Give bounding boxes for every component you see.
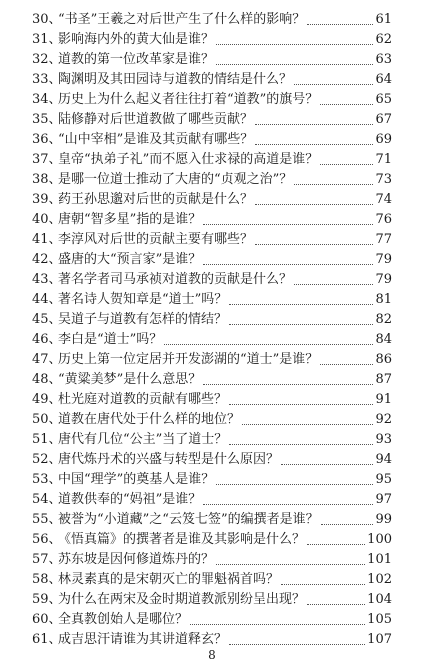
toc-leader-dots (307, 543, 365, 545)
toc-entry-page: 91 (375, 392, 392, 407)
toc-entry-title: 成吉思汗请谁为其讲道释玄？ (58, 632, 228, 647)
toc-entry-title: “黄粱美梦”是什么意思？ (58, 372, 202, 387)
toc-entry[interactable] (0, 410, 424, 430)
toc-entry[interactable] (0, 230, 424, 250)
toc-leader-dots (255, 123, 373, 125)
toc-entry-number: 56、 (32, 532, 62, 547)
toc-entry-title: 为什么在两宋及金时期道教派别纷呈出现？ (58, 592, 306, 607)
toc-entry[interactable] (0, 250, 424, 270)
toc-entry-page: 84 (375, 332, 392, 347)
toc-leader-dots (294, 83, 373, 85)
toc-leader-dots (255, 143, 373, 145)
toc-entry-title: 李淳风对后世的贡献主要有哪些？ (58, 232, 254, 247)
toc-entry-page: 97 (375, 492, 392, 507)
toc-entry-title: 林灵素真的是宋朝灭亡的罪魁祸首吗？ (58, 572, 280, 587)
toc-entry-number: 59、 (32, 592, 62, 607)
toc-leader-dots (216, 563, 365, 565)
table-of-contents (0, 10, 424, 650)
toc-leader-dots (281, 463, 373, 465)
toc-entry[interactable] (0, 530, 424, 550)
toc-leader-dots (216, 483, 373, 485)
toc-leader-dots (164, 343, 373, 345)
toc-entry-number: 41、 (32, 232, 62, 247)
toc-entry-title: 影响海内外的黄大仙是谁？ (58, 32, 215, 47)
toc-entry-number: 43、 (32, 272, 62, 287)
toc-entry-page: 105 (367, 612, 392, 627)
toc-entry[interactable] (0, 210, 424, 230)
toc-entry[interactable] (0, 450, 424, 470)
toc-entry-title: 皇帝“执弟子礼”而不愿入仕求禄的高道是谁？ (58, 152, 319, 167)
toc-entry-number: 44、 (32, 292, 62, 307)
toc-entry-page: 107 (367, 632, 392, 647)
toc-leader-dots (203, 223, 373, 225)
toc-entry-number: 38、 (32, 172, 62, 187)
toc-entry-page: 94 (375, 452, 392, 467)
toc-entry-number: 52、 (32, 452, 62, 467)
toc-entry-title: 全真教创始人是哪位？ (58, 612, 189, 627)
toc-entry[interactable] (0, 30, 424, 50)
toc-leader-dots (255, 243, 373, 245)
toc-entry[interactable] (0, 270, 424, 290)
toc-entry-title: 唐代有几位“公主”当了道士？ (58, 432, 228, 447)
toc-entry-page: 81 (375, 292, 392, 307)
toc-entry-page: 62 (375, 32, 392, 47)
toc-leader-dots (216, 43, 373, 45)
toc-leader-dots (320, 363, 373, 365)
toc-entry-number: 49、 (32, 392, 62, 407)
toc-entry[interactable] (0, 550, 424, 570)
toc-entry-page: 79 (375, 252, 392, 267)
page-number: 8 (208, 648, 216, 662)
toc-entry-page: 79 (375, 272, 392, 287)
toc-entry-page: 76 (375, 212, 392, 227)
toc-leader-dots (294, 183, 373, 185)
toc-entry[interactable] (0, 430, 424, 450)
toc-leader-dots (229, 403, 373, 405)
toc-entry-page: 92 (375, 412, 392, 427)
toc-entry-title: 道教的第一位改革家是谁？ (58, 52, 215, 67)
toc-entry-page: 71 (375, 152, 392, 167)
toc-entry[interactable] (0, 470, 424, 490)
toc-entry-page: 73 (375, 172, 392, 187)
toc-entry[interactable] (0, 350, 424, 370)
toc-entry-page: 101 (367, 552, 392, 567)
toc-entry[interactable] (0, 50, 424, 70)
toc-leader-dots (203, 503, 373, 505)
toc-entry-number: 34、 (32, 92, 62, 107)
toc-entry-title: 陆修静对后世道教做了哪些贡献？ (58, 112, 254, 127)
toc-entry-page: 74 (375, 192, 392, 207)
toc-entry-title: 药王孙思邈对后世的贡献是什么？ (58, 192, 254, 207)
toc-entry-title: 道教在唐代处于什么样的地位？ (58, 412, 241, 427)
toc-leader-dots (255, 203, 373, 205)
toc-entry[interactable] (0, 390, 424, 410)
toc-leader-dots (203, 383, 373, 385)
toc-entry-page: 86 (375, 352, 392, 367)
toc-entry[interactable] (0, 490, 424, 510)
toc-entry-number: 37、 (32, 152, 62, 167)
toc-leader-dots (242, 423, 373, 425)
toc-entry[interactable] (0, 510, 424, 530)
toc-entry[interactable] (0, 90, 424, 110)
toc-entry-number: 57、 (32, 552, 62, 567)
toc-entry-number: 42、 (32, 252, 62, 267)
toc-entry-title: 苏东坡是因何修道炼丹的？ (58, 552, 215, 567)
toc-entry-title: 《悟真篇》的撰著者是谁及其影响是什么？ (58, 532, 306, 547)
toc-entry-page: 65 (375, 92, 392, 107)
toc-entry[interactable] (0, 10, 424, 30)
toc-entry-number: 51、 (32, 432, 62, 447)
toc-leader-dots (320, 103, 373, 105)
toc-entry-title: “山中宰相”是谁及其贡献有哪些？ (58, 132, 254, 147)
toc-entry[interactable] (0, 370, 424, 390)
toc-leader-dots (320, 163, 373, 165)
toc-entry-title: 唐朝“智多星”指的是谁？ (58, 212, 202, 227)
toc-entry-title: 盛唐的大“预言家”是谁？ (58, 252, 202, 267)
toc-entry-number: 31、 (32, 32, 62, 47)
toc-entry-title: 陶渊明及其田园诗与道教的情结是什么？ (58, 72, 293, 87)
toc-entry-number: 39、 (32, 192, 62, 207)
toc-entry-title: 唐代炼丹术的兴盛与转型是什么原因？ (58, 452, 280, 467)
toc-leader-dots (281, 583, 365, 585)
toc-entry[interactable] (0, 150, 424, 170)
toc-entry-page: 93 (375, 432, 392, 447)
toc-leader-dots (294, 283, 373, 285)
toc-leader-dots (307, 23, 373, 25)
toc-entry-number: 60、 (32, 612, 62, 627)
toc-entry[interactable] (0, 290, 424, 310)
toc-entry[interactable] (0, 310, 424, 330)
toc-leader-dots (203, 263, 373, 265)
toc-entry-title: 是哪一位道士推动了大唐的“贞观之治”？ (58, 172, 293, 187)
toc-entry-page: 64 (375, 72, 392, 87)
toc-entry[interactable] (0, 110, 424, 130)
toc-entry-number: 50、 (32, 412, 62, 427)
toc-leader-dots (190, 623, 365, 625)
toc-entry-page: 95 (375, 472, 392, 487)
toc-entry-title: 被誉为“小道藏”之“云笈七签”的编撰者是谁？ (58, 512, 319, 527)
toc-entry-number: 40、 (32, 212, 62, 227)
toc-entry-number: 55、 (32, 512, 62, 527)
toc-entry-page: 63 (375, 52, 392, 67)
toc-entry-page: 67 (375, 112, 392, 127)
toc-entry-number: 36、 (32, 132, 62, 147)
toc-leader-dots (229, 443, 373, 445)
toc-entry-page: 82 (375, 312, 392, 327)
toc-entry-page: 99 (375, 512, 392, 527)
toc-entry[interactable] (0, 130, 424, 150)
toc-entry-number: 45、 (32, 312, 62, 327)
toc-entry-title: 李白是“道士”吗？ (58, 332, 163, 347)
toc-entry-title: 著名学者司马承祯对道教的贡献是什么？ (58, 272, 293, 287)
toc-entry-title: 历史上第一位定居并开发澎湖的“道士”是谁？ (58, 352, 319, 367)
toc-entry-page: 77 (375, 232, 392, 247)
toc-entry-title: 著名诗人贺知章是“道士”吗？ (58, 292, 228, 307)
toc-entry-number: 46、 (32, 332, 62, 347)
toc-entry[interactable] (0, 170, 424, 190)
toc-entry[interactable] (0, 570, 424, 590)
toc-entry[interactable] (0, 590, 424, 610)
toc-entry-page: 61 (375, 12, 392, 27)
toc-entry-page: 102 (367, 572, 392, 587)
toc-entry[interactable] (0, 190, 424, 210)
toc-entry-title: 历史上为什么起义者往往打着“道教”的旗号？ (58, 92, 319, 107)
toc-leader-dots (229, 323, 373, 325)
toc-entry-number: 30、 (32, 12, 62, 27)
toc-leader-dots (216, 63, 373, 65)
toc-entry-number: 35、 (32, 112, 62, 127)
toc-entry-title: 道教供奉的“妈祖”是谁？ (58, 492, 202, 507)
toc-entry[interactable] (0, 610, 424, 630)
toc-leader-dots (229, 643, 365, 645)
toc-entry-number: 58、 (32, 572, 62, 587)
toc-entry[interactable] (0, 70, 424, 90)
toc-entry-number: 47、 (32, 352, 62, 367)
toc-leader-dots (229, 303, 373, 305)
toc-entry[interactable] (0, 630, 424, 650)
toc-entry-page: 69 (375, 132, 392, 147)
toc-entry-number: 54、 (32, 492, 62, 507)
toc-entry-number: 61、 (32, 632, 62, 647)
toc-entry-page: 104 (367, 592, 392, 607)
toc-entry[interactable] (0, 330, 424, 350)
toc-leader-dots (307, 603, 365, 605)
toc-entry-number: 53、 (32, 472, 62, 487)
toc-entry-number: 32、 (32, 52, 62, 67)
toc-entry-page: 87 (375, 372, 392, 387)
toc-entry-title: “书圣”王羲之对后世产生了什么样的影响？ (58, 12, 306, 27)
toc-entry-title: 中国“理学”的奠基人是谁？ (58, 472, 215, 487)
toc-entry-title: 杜光庭对道教的贡献有哪些？ (58, 392, 228, 407)
toc-entry-page: 100 (367, 532, 392, 547)
toc-entry-number: 48、 (32, 372, 62, 387)
toc-entry-number: 33、 (32, 72, 62, 87)
toc-entry-title: 吴道子与道教有怎样的情结？ (58, 312, 228, 327)
toc-leader-dots (321, 523, 373, 525)
